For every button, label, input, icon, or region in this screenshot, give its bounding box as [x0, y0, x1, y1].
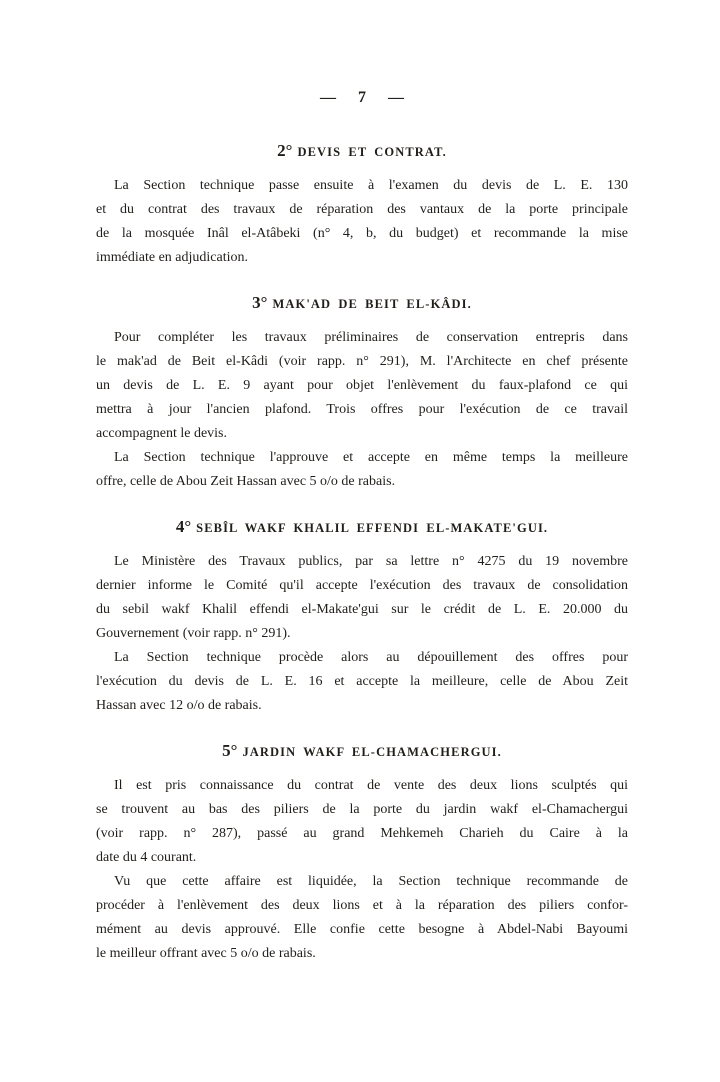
text-line: offre, celle de Abou Zeit Hassan avec 5 o/o de rabais. [96, 474, 396, 489]
text-line: dernier informe le Comité qu'il accepte l'exécution des travaux de consolidation [96, 578, 628, 593]
text-line: La Section technique l'approuve et accepte en même temps la meilleure [114, 450, 628, 465]
text-line: le mak'ad de Beit el-Kâdi (voir rapp. n° 291), M. l'Architecte en chef présente [96, 354, 628, 369]
heading-title: SEBÎL WAKF KHALIL EFFENDI EL-MAKATE'GUI. [196, 521, 549, 535]
heading-number: 2° [277, 141, 293, 160]
text-line: procéder à l'enlèvement des deux lions et à la réparation des piliers confor- [96, 898, 628, 913]
heading-number: 4° [175, 517, 192, 536]
text-line: un devis de L. E. 9 ayant pour objet l'enlèvement du faux-plafond ce qui [96, 378, 628, 393]
paragraph [96, 446, 628, 494]
paragraph [96, 326, 628, 446]
text-line: mément au devis approuvé. Elle confie cette besogne à Abdel-Nabi Bayoumi [96, 922, 628, 937]
text-line: mettra à jour l'ancien plafond. Trois offres pour l'exécution de ce travail [96, 402, 628, 417]
heading-title: JARDIN WAKF EL-CHAMACHERGUI. [242, 745, 502, 759]
text-line: (voir rapp. n° 287), passé au grand Mehkemeh Charieh du Caire à la [96, 826, 628, 841]
section-heading-sebil-wakf-khalil [96, 516, 628, 539]
paragraph [96, 550, 628, 646]
text-line: le meilleur offrant avec 5 o/o de rabais. [96, 946, 316, 961]
text-line: Pour compléter les travaux préliminaires de conservation entrepris dans [114, 330, 628, 345]
text-line: Hassan avec 12 o/o de rabais. [96, 698, 262, 713]
text-line: et du contrat des travaux de réparation des vantaux de la porte principale [96, 202, 628, 217]
text-column [96, 0, 628, 966]
text-line: l'exécution du devis de L. E. 16 et accepte la meilleure, celle de Abou Zeit [96, 674, 628, 689]
section-heading-devis-et-contrat [96, 140, 628, 163]
text-line: de la mosquée Inâl el-Atâbeki (n° 4, b, du budget) et recommande la mise [96, 226, 628, 241]
text-line: La Section technique passe ensuite à l'examen du devis de L. E. 130 [114, 178, 628, 193]
text-line: Il est pris connaissance du contrat de vente des deux lions sculptés qui [114, 778, 628, 793]
text-line: Vu que cette affaire est liquidée, la Section technique recommande de [114, 874, 628, 889]
text-line: date du 4 courant. [96, 850, 197, 865]
heading-number: 5° [222, 741, 238, 760]
heading-title: DEVIS ET CONTRAT. [297, 145, 447, 159]
heading-number: 3° [252, 293, 268, 312]
text-line: La Section technique procède alors au dépouillement des offres pour [114, 650, 628, 665]
paragraph [96, 870, 628, 966]
section-heading-makad-de-beit-el-kadi [96, 292, 628, 315]
page-number: — 7 — [320, 89, 404, 106]
text-line: Le Ministère des Travaux publics, par sa lettre n° 4275 du 19 novembre [114, 554, 628, 569]
paragraph [96, 646, 628, 718]
paragraph [96, 774, 628, 870]
heading-title: MAK'AD DE BEIT EL-KÂDI. [272, 297, 472, 311]
text-line: se trouvent au bas des piliers de la porte du jardin wakf el-Chamachergui [96, 802, 628, 817]
paragraph [96, 174, 628, 270]
section-heading-jardin-wakf-el-chamachergui [96, 740, 628, 763]
text-line: immédiate en adjudication. [96, 250, 249, 265]
text-line: Gouvernement (voir rapp. n° 291). [96, 626, 291, 641]
text-line: du sebil wakf Khalil effendi el-Makate'gui sur le crédit de L. E. 20.000 du [96, 602, 628, 617]
text-line: accompagnent le devis. [96, 426, 228, 441]
